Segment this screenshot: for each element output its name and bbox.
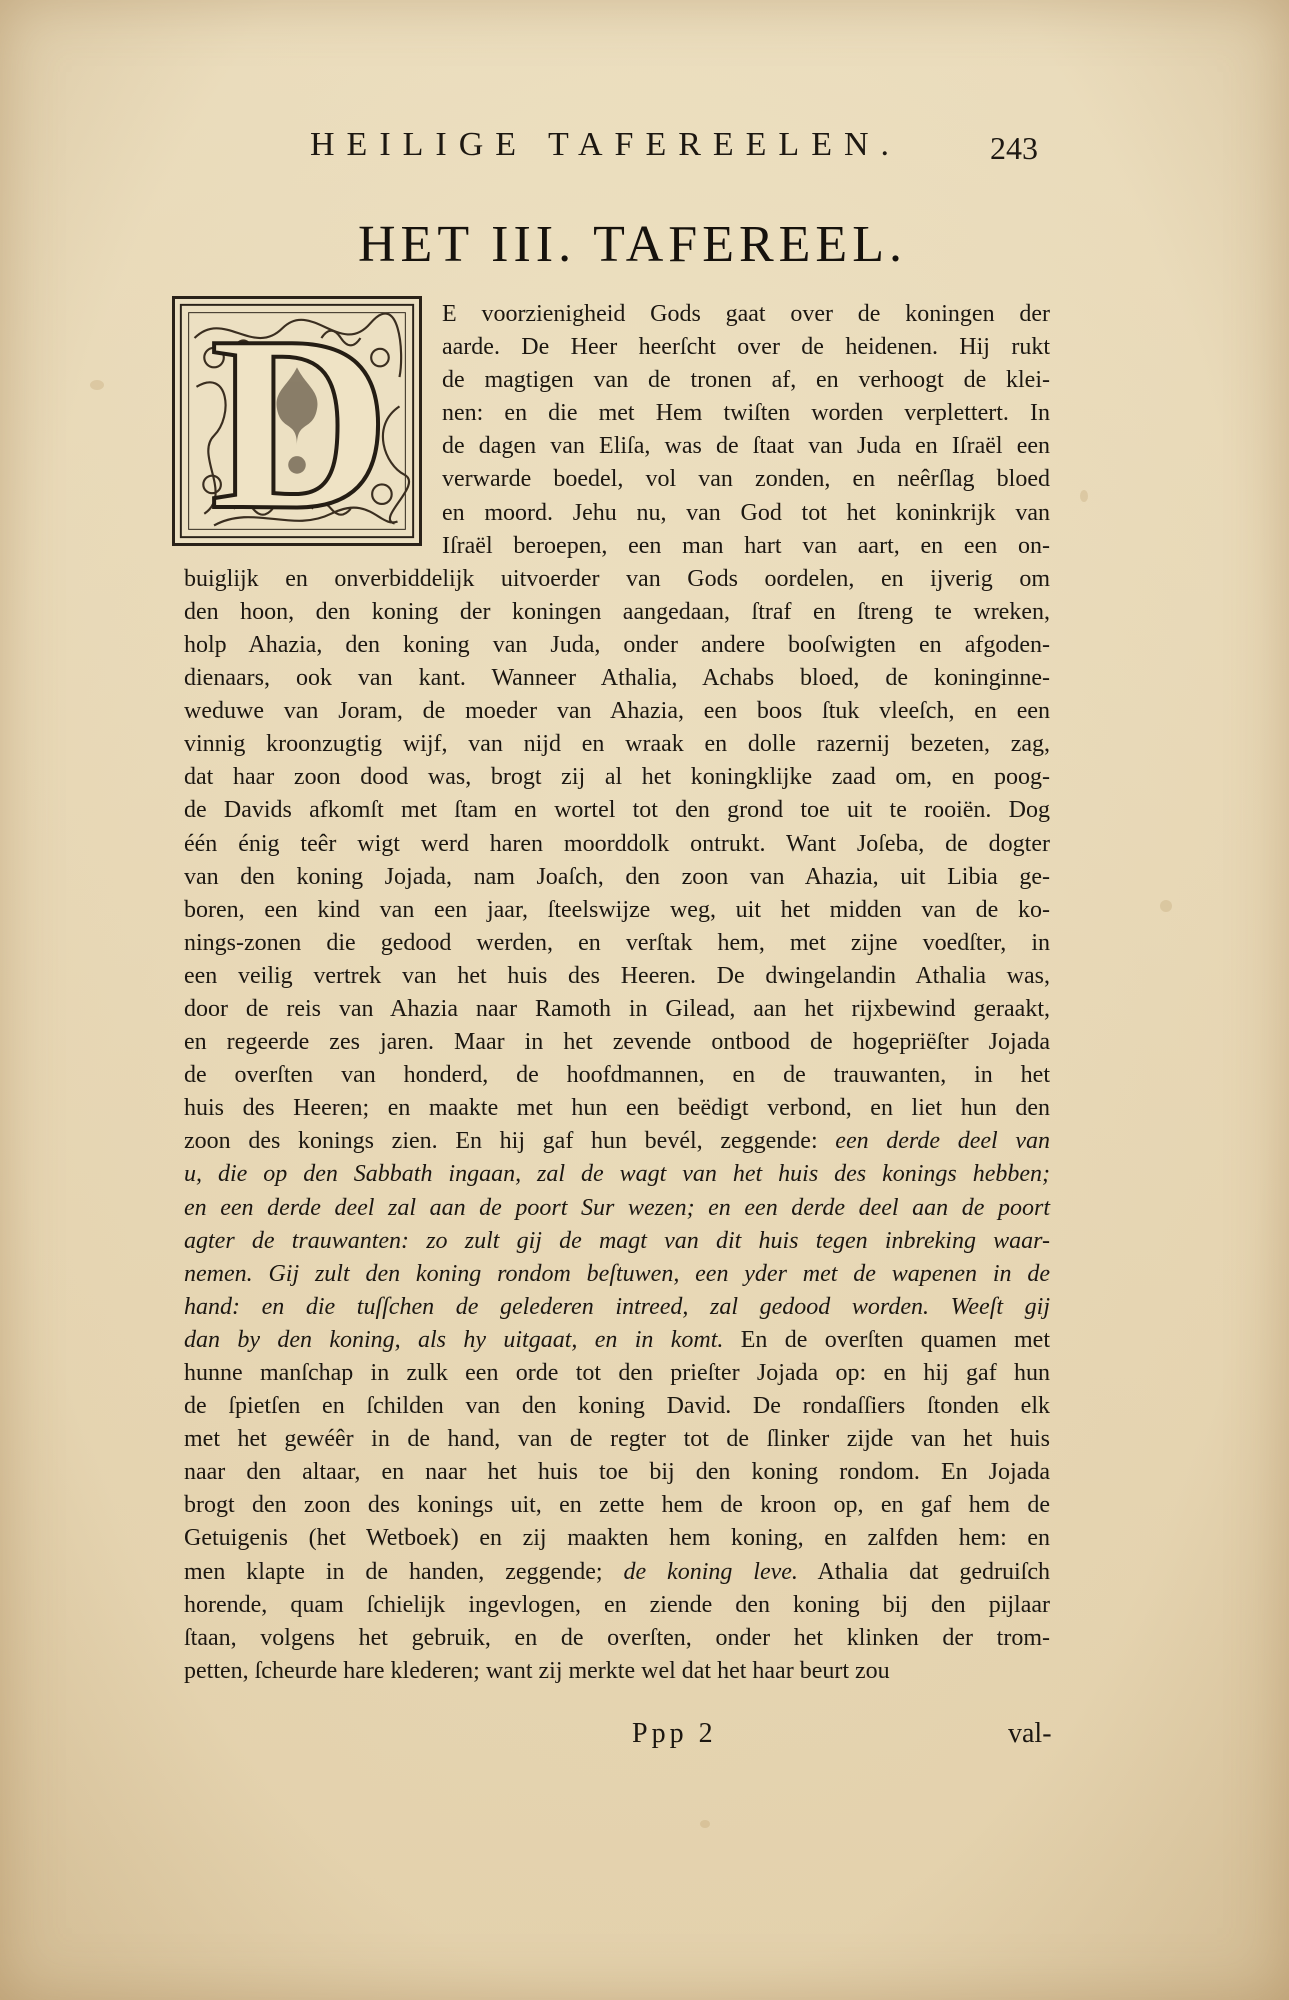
signature-mark: Ppp 2	[632, 1718, 717, 1749]
text-segment: van den koning Jojada, nam Joaſch, den zoon van Ahazia, uit Libia ge-	[184, 863, 1050, 890]
foxing-spot	[1160, 900, 1172, 912]
italic-text-segment: en een derde deel zal aan de poort Sur wezen; en een derde deel aan de poort	[184, 1194, 1050, 1221]
text-line	[184, 1092, 1050, 1125]
text-segment: Iſraël beroepen, een man hart van aart, en een on-	[442, 532, 1050, 559]
italic-text-segment: dan by den koning, als hy uitgaat, en in komt.	[184, 1326, 724, 1353]
text-segment: petten, ſcheurde hare klederen; want zij merkte wel dat het haar beurt zou	[184, 1657, 890, 1684]
text-line	[184, 1059, 1050, 1092]
text-line	[184, 563, 1050, 596]
text-segment: dat haar zoon dood was, brogt zij al het koningklijke zaad om, en poog-	[184, 764, 1050, 791]
text-line	[184, 861, 1050, 894]
text-line	[184, 828, 1050, 861]
italic-text-segment: agter de trauwanten: zo zult gij de magt van dit huis tegen inbreking waar-	[184, 1227, 1050, 1254]
text-line	[184, 430, 1050, 463]
body-text	[184, 298, 1050, 1688]
italic-text-segment: hand: en die tuſſchen de gelederen intreed, zal gedood worden. Weeſt gij	[184, 1293, 1050, 1320]
text-segment: en regeerde zes jaren. Maar in het zevende ontbood de hogepriëſter Jojada	[184, 1029, 1050, 1056]
text-line	[184, 794, 1050, 827]
text-segment: holp Ahazia, den koning van Juda, onder andere booſwigten en afgoden-	[184, 631, 1050, 658]
text-line	[184, 1589, 1050, 1622]
text-line	[184, 993, 1050, 1026]
text-segment: door de reis van Ahazia naar Ramoth in Gilead, aan het rijxbewind geraakt,	[184, 995, 1050, 1022]
text-segment: dienaars, ook van kant. Wanneer Athalia, Achabs bloed, de koninginne-	[184, 665, 1050, 692]
text-segment: boren, een kind van een jaar, ſteelswijze weg, uit het midden van de ko-	[184, 896, 1050, 923]
text-segment: verwarde boedel, vol van zonden, en neêrſlag bloed	[442, 466, 1050, 493]
text-line	[184, 927, 1050, 960]
chapter-title: HET III. TAFEREEL.	[358, 216, 907, 273]
text-segment: aarde. De Heer heerſcht over de heidenen. Hij rukt	[442, 334, 1050, 361]
italic-text-segment: een derde deel van	[835, 1128, 1051, 1155]
text-segment: de dagen van Eliſa, was de ſtaat van Juda en Iſraël een	[442, 433, 1050, 460]
foxing-spot	[700, 1820, 710, 1828]
text-segment: een veilig vertrek van het huis des Heeren. De dwingelandin Athalia was,	[184, 962, 1050, 989]
text-line	[184, 1456, 1050, 1489]
text-segment: de magtigen van de tronen af, en verhoogt de klei-	[442, 367, 1050, 394]
text-segment: Getuigenis (het Wetboek) en zij maakten hem koning, en zalfden hem: en	[184, 1525, 1050, 1552]
text-segment: brogt den zoon des konings uit, en zette hem de kroon op, en gaf hem de	[184, 1492, 1050, 1519]
text-segment: nings-zonen die gedood werden, en verſtak hem, met zijne voedſter, in	[184, 929, 1050, 956]
text-line	[184, 1158, 1050, 1191]
text-segment: buiglijk en onverbiddelijk uitvoerder van Gods oordelen, en ijverig om	[184, 565, 1050, 592]
text-line	[184, 728, 1050, 761]
text-segment: En de overſten quamen met	[723, 1326, 1051, 1353]
text-line	[184, 1291, 1050, 1324]
text-segment: één énig teêr wigt werd haren moorddolk ontrukt. Want Joſeba, de dogter	[184, 830, 1050, 857]
text-segment: den hoon, den koning der koningen aangedaan, ſtraf en ſtreng te wreken,	[184, 598, 1050, 625]
text-segment: de overſten van honderd, de hoofdmannen, en de trauwanten, in het	[184, 1062, 1050, 1089]
text-segment: hunne manſchap in zulk een orde tot den prieſter Jojada op: en hij gaf hun	[184, 1360, 1050, 1386]
text-line	[184, 960, 1050, 993]
text-line	[184, 596, 1050, 629]
text-line	[184, 530, 1050, 563]
text-line	[184, 662, 1050, 695]
text-line	[184, 1622, 1050, 1655]
italic-text-segment: u, die op den Sabbath ingaan, zal de wagt van het huis des konings hebben;	[184, 1161, 1050, 1188]
text-line	[184, 1489, 1050, 1522]
text-line	[184, 497, 1050, 530]
text-line	[184, 1357, 1050, 1390]
text-segment: E voorzienigheid Gods gaat over de koningen der	[442, 301, 1050, 327]
text-segment: men klapte in de handen, zeggende;	[184, 1558, 624, 1585]
text-line	[184, 364, 1050, 397]
text-segment: vinnig kroonzugtig wijf, van nijd en wraak en dolle razernij bezeten, zag,	[184, 731, 1050, 758]
catchword: val-	[1008, 1718, 1052, 1749]
text-line	[184, 1258, 1050, 1291]
text-line	[184, 1192, 1050, 1225]
text-segment: huis des Heeren; en maakte met hun een beëdigt verbond, en liet hun den	[184, 1095, 1050, 1122]
text-line	[184, 894, 1050, 927]
italic-text-segment: de koning leve.	[623, 1558, 798, 1585]
running-head: HEILIGE TAFEREELEN.	[310, 126, 902, 163]
text-segment: weduwe van Joram, de moeder van Ahazia, een boos ſtuk vleeſch, en een	[184, 698, 1050, 725]
text-line	[184, 1390, 1050, 1423]
foxing-spot	[90, 380, 104, 390]
text-segment: ſtaan, volgens het gebruik, en de overſten, onder het klinken der trom-	[184, 1624, 1050, 1651]
text-line	[184, 1324, 1050, 1357]
text-segment: de Davids afkomſt met ſtam en wortel tot den grond toe uit te rooiën. Dog	[184, 797, 1050, 824]
text-line	[184, 1026, 1050, 1059]
text-segment: naar den altaar, en naar het huis toe bij den koning rondom. En Jojada	[184, 1459, 1050, 1486]
foxing-spot	[1080, 490, 1088, 502]
text-line	[184, 298, 1050, 331]
text-segment: en moord. Jehu nu, van God tot het koninkrijk van	[442, 499, 1050, 526]
text-line	[184, 463, 1050, 496]
text-line	[184, 761, 1050, 794]
text-line	[184, 1225, 1050, 1258]
text-segment: zoon des konings zien. En hij gaf hun bevél, zeggende:	[184, 1128, 836, 1155]
text-line	[184, 397, 1050, 430]
italic-text-segment: nemen. Gij zult den koning rondom beſtuwen, een yder met de wapenen in de	[184, 1260, 1050, 1287]
text-segment: Athalia dat gedruiſch	[797, 1558, 1050, 1585]
text-segment: de ſpietſen en ſchilden van den koning David. De rondaſſiers ſtonden elk	[184, 1393, 1050, 1420]
initial-letter: D	[209, 285, 391, 562]
text-line	[184, 1423, 1050, 1456]
text-line	[184, 1556, 1050, 1589]
text-line	[184, 1655, 1050, 1688]
text-line	[184, 1125, 1050, 1158]
page-number: 243	[990, 130, 1038, 166]
text-line	[184, 629, 1050, 662]
text-line	[184, 695, 1050, 728]
text-segment: met het gewéêr in de hand, van de regter tot de ſlinker zijde van het huis	[184, 1426, 1050, 1453]
text-segment: horende, quam ſchielijk ingevlogen, en ziende den koning bij den pijlaar	[184, 1591, 1050, 1618]
text-segment: nen: en die met Hem twiſten worden verplettert. In	[442, 400, 1050, 427]
text-line	[184, 1522, 1050, 1555]
text-line	[184, 331, 1050, 364]
